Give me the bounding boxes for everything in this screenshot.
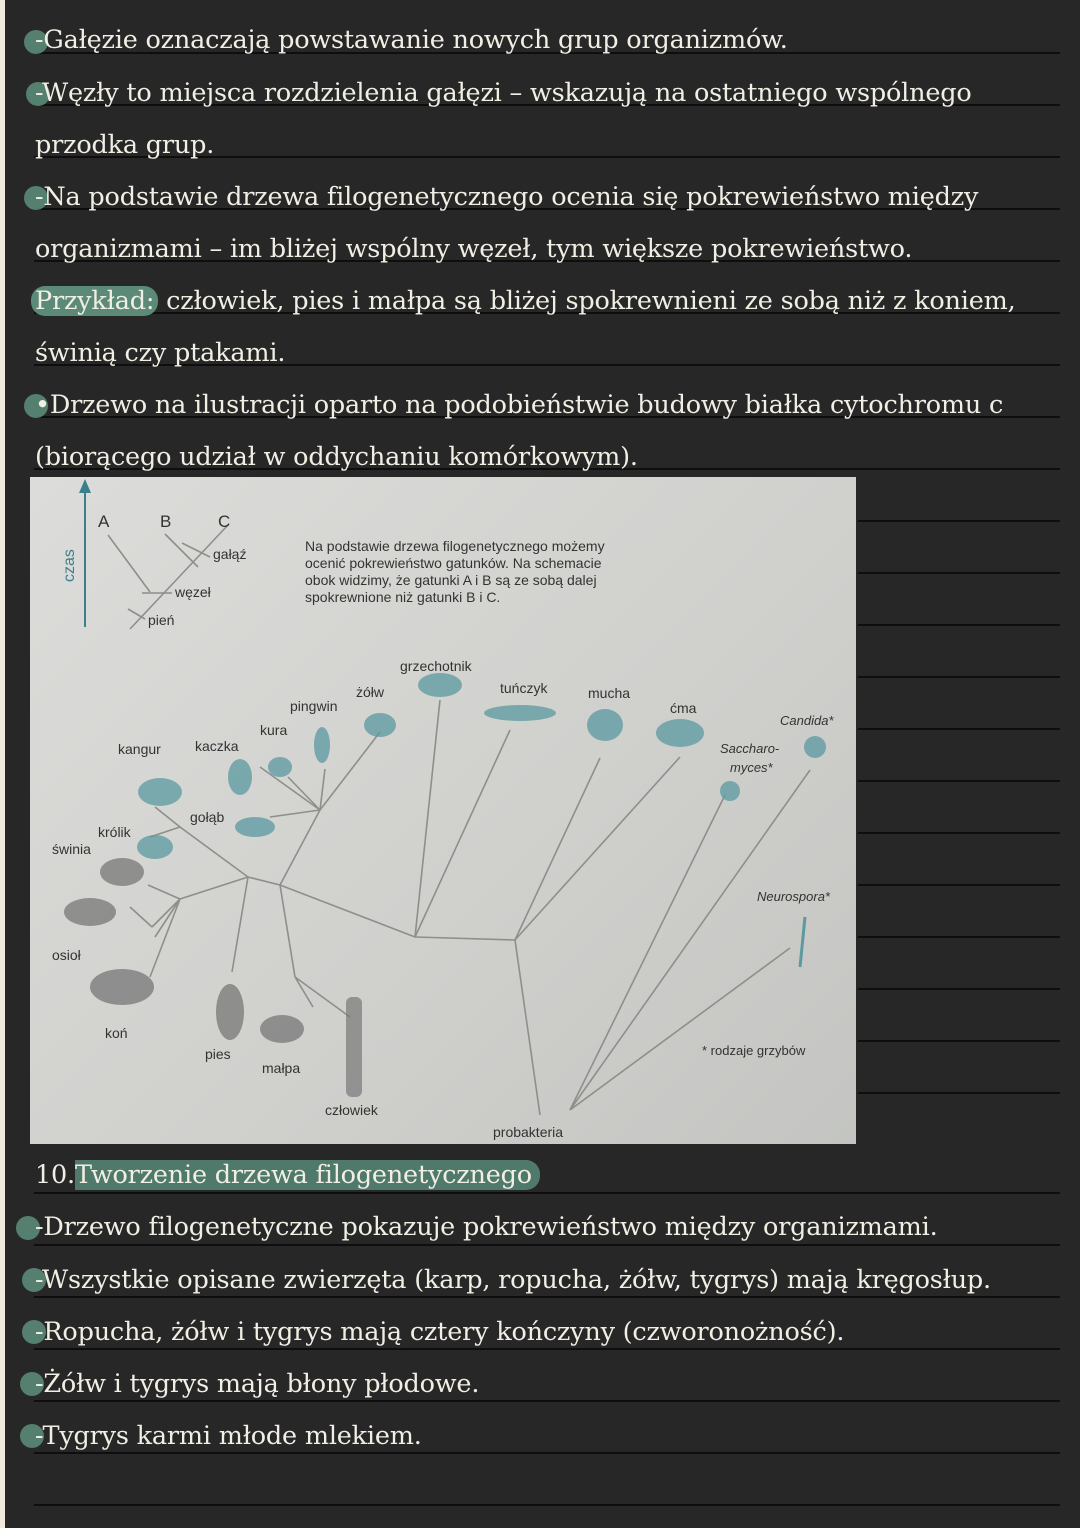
page-edge <box>0 0 5 1528</box>
svg-text:królik: królik <box>98 824 131 840</box>
svg-text:koń: koń <box>105 1025 128 1041</box>
svg-text:obok widzimy, że gatunki A i B: obok widzimy, że gatunki A i B są ze sobą dalej <box>305 572 597 588</box>
example-label: Przykład: <box>31 286 158 316</box>
note-line: (biorącego udział w oddychaniu komórkowym). <box>35 442 638 472</box>
section-number: 10. <box>35 1160 75 1190</box>
svg-text:Candida*: Candida* <box>780 713 834 728</box>
svg-text:myces*: myces* <box>730 760 773 775</box>
svg-text:tuńczyk: tuńczyk <box>500 680 548 696</box>
section-title: Tworzenie drzewa filogenetycznego <box>75 1160 540 1190</box>
example-text: człowiek, pies i małpa są bliżej spokrewnieni ze sobą niż z koniem, <box>158 286 1016 316</box>
axis-label: czas <box>61 549 78 582</box>
svg-text:pies: pies <box>205 1046 231 1062</box>
note-line: -Węzły to miejsca rozdzielenia gałęzi – wskazują na ostatniego wspólnego <box>35 78 972 108</box>
section-heading <box>35 1157 540 1193</box>
footnote: * rodzaje grzybów <box>702 1043 806 1058</box>
svg-text:kaczka: kaczka <box>195 738 239 754</box>
svg-text:małpa: małpa <box>262 1060 301 1076</box>
schema-node-label: węzeł <box>175 584 211 600</box>
svg-text:świnia: świnia <box>52 841 91 857</box>
snake-icon <box>418 673 462 697</box>
schema-label-b: B <box>160 512 172 531</box>
schema-trunk-label: pień <box>148 612 175 628</box>
note-line: -Ropucha, żółw i tygrys mają cztery kończyny (czworonożność). <box>35 1317 845 1347</box>
svg-text:gołąb: gołąb <box>190 809 225 825</box>
kangaroo-icon <box>138 778 182 806</box>
note-line <box>35 283 1015 319</box>
turtle-icon <box>364 713 396 737</box>
svg-text:kura: kura <box>260 722 288 738</box>
organism-illustrations <box>64 673 826 1097</box>
svg-text:ocenić pokrewieństwo gatunków.: ocenić pokrewieństwo gatunków. Na schemacie <box>305 555 602 571</box>
svg-text:Saccharo-: Saccharo- <box>720 741 780 756</box>
note-line: świnią czy ptakami. <box>35 338 286 368</box>
note-line: -Wszystkie opisane zwierzęta (karp, ropucha, żółw, tygrys) mają kręgosłup. <box>35 1265 991 1295</box>
svg-text:grzechotnik: grzechotnik <box>400 658 472 674</box>
note-line: -Drzewo filogenetyczne pokazuje pokrewieństwo między organizmami. <box>35 1212 938 1242</box>
note-line: organizmami – im bliżej wspólny węzeł, tym większe pokrewieństwo. <box>35 234 913 264</box>
arrow-up-icon <box>79 479 91 493</box>
phylogenetic-tree-diagram <box>30 477 856 1144</box>
svg-text:człowiek: człowiek <box>325 1102 378 1118</box>
hen-icon <box>268 757 292 777</box>
svg-text:kangur: kangur <box>118 741 161 757</box>
note-line: -Tygrys karmi młode mlekiem. <box>35 1421 422 1451</box>
organism-labels <box>52 658 834 1140</box>
neurospora-icon <box>800 917 805 967</box>
tuna-icon <box>484 705 556 721</box>
note-line: -Żółw i tygrys mają błony płodowe. <box>35 1369 480 1399</box>
pig-icon <box>100 858 144 886</box>
human-icon <box>346 997 362 1097</box>
note-line: -Na podstawie drzewa filogenetycznego ocenia się pokrewieństwo między <box>35 182 979 212</box>
dog-icon <box>216 984 244 1040</box>
duck-icon <box>228 759 252 795</box>
pigeon-icon <box>235 817 275 837</box>
svg-text:Neurospora*: Neurospora* <box>757 889 830 904</box>
svg-text:żółw: żółw <box>356 684 385 700</box>
note-line: •Drzewo na ilustracji oparto na podobieństwie budowy białka cytochromu c <box>35 390 1004 420</box>
note-line: -Gałęzie oznaczają powstawanie nowych grup organizmów. <box>35 25 788 55</box>
schema-label-a: A <box>98 512 110 531</box>
candida-icon <box>804 736 826 758</box>
svg-text:mucha: mucha <box>588 685 631 701</box>
svg-text:spokrewnione niż gatunki B i C: spokrewnione niż gatunki B i C. <box>305 589 501 605</box>
svg-text:osioł: osioł <box>52 947 81 963</box>
note-line: przodka grup. <box>35 130 215 160</box>
donkey-icon <box>64 898 116 926</box>
svg-text:pingwin: pingwin <box>290 698 338 714</box>
svg-text:probakteria: probakteria <box>493 1124 564 1140</box>
horse-icon <box>90 969 154 1005</box>
schema-label-c: C <box>218 512 231 531</box>
schema-branch-label: gałąź <box>213 546 247 562</box>
rabbit-icon <box>137 835 173 859</box>
moth-icon <box>656 719 704 747</box>
fly-icon <box>587 709 623 741</box>
svg-text:ćma: ćma <box>670 700 697 716</box>
penguin-icon <box>314 727 330 763</box>
saccharomyces-icon <box>720 781 740 801</box>
phylogenetic-tree-photo <box>30 477 856 1144</box>
svg-text:Na podstawie drzewa filogenety: Na podstawie drzewa filogenetycznego możemy <box>305 538 605 554</box>
monkey-icon <box>260 1015 304 1043</box>
figure-caption <box>305 538 605 605</box>
